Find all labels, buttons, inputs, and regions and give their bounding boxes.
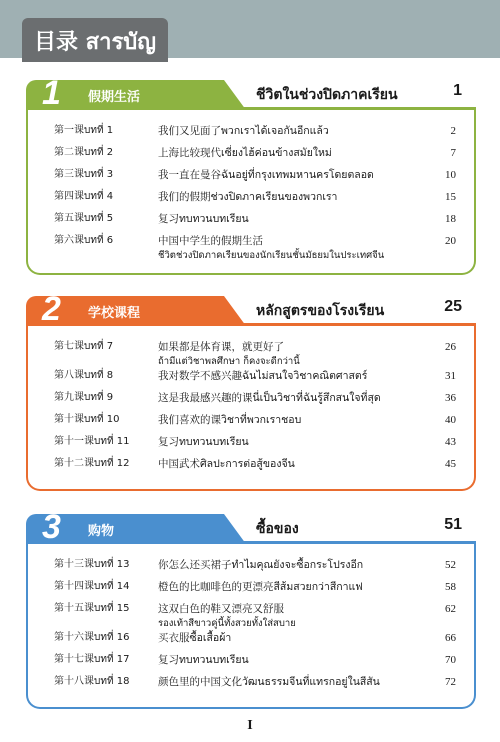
lesson-label: 第十课บทที่ 10 bbox=[54, 414, 120, 425]
lesson-page: 2 bbox=[450, 125, 456, 137]
lesson-page: 52 bbox=[445, 559, 456, 571]
lesson-row[interactable] bbox=[54, 340, 456, 369]
lesson-row[interactable] bbox=[54, 457, 456, 479]
lesson-title: 复习ทบทวนบทเรียน bbox=[158, 654, 249, 666]
lesson-label: 第十八课บทที่ 18 bbox=[54, 676, 130, 687]
lesson-title: 上海比较现代เซี่ยงไฮ้ค่อนข้างสมัยใหม่ bbox=[158, 147, 332, 159]
lesson-row[interactable] bbox=[54, 435, 456, 457]
lesson-page: 45 bbox=[445, 458, 456, 470]
lesson-label: 第五课บทที่ 5 bbox=[54, 213, 114, 224]
unit-number: 3 bbox=[42, 508, 61, 546]
lesson-row[interactable] bbox=[54, 675, 456, 697]
lesson-title: 颜色里的中国文化วัฒนธรรมจีนที่แทรกอยู่ในสีสัน bbox=[158, 676, 380, 688]
lesson-list-3 bbox=[26, 544, 476, 709]
lesson-page: 36 bbox=[445, 392, 456, 404]
lesson-label: 第十七课บทที่ 17 bbox=[54, 654, 130, 665]
unit-header-3 bbox=[26, 508, 476, 546]
lesson-row[interactable] bbox=[54, 602, 456, 631]
lesson-row[interactable] bbox=[54, 653, 456, 675]
unit-title-cn: 学校课程 bbox=[88, 306, 141, 321]
lesson-page: 18 bbox=[445, 213, 456, 225]
lesson-label: 第十三课บทที่ 13 bbox=[54, 559, 130, 570]
lesson-row[interactable] bbox=[54, 631, 456, 653]
lesson-row[interactable] bbox=[54, 580, 456, 602]
lesson-label: 第十二课บทที่ 12 bbox=[54, 458, 130, 469]
lesson-title: 买衣服ซื้อเสื้อผ้า bbox=[158, 632, 232, 644]
lesson-subtitle: รองเท้าสีขาวคู่นี้ทั้งสวยทั้งใส่สบาย bbox=[158, 618, 296, 629]
lesson-label: 第十五课บทที่ 15 bbox=[54, 603, 130, 614]
lesson-title: 我对数学不感兴趣ฉันไม่สนใจวิชาคณิตศาสตร์ bbox=[158, 370, 368, 382]
lesson-row[interactable] bbox=[54, 558, 456, 580]
lesson-label: 第十一课บทที่ 11 bbox=[54, 436, 130, 447]
unit-header-1 bbox=[26, 74, 476, 112]
lesson-label: 第十六课บทที่ 16 bbox=[54, 632, 130, 643]
unit-title-cn: 购物 bbox=[88, 524, 115, 539]
unit-title-th[interactable]: ชีวิตในช่วงปิดภาคเรียน bbox=[256, 87, 398, 103]
unit-title-th[interactable]: หลักสูตรของโรงเรียน bbox=[256, 303, 385, 319]
lesson-row[interactable] bbox=[54, 124, 456, 146]
lesson-label: 第四课บทที่ 4 bbox=[54, 191, 114, 202]
lesson-title: 这双白色的鞋又漂亮又舒服 bbox=[158, 603, 284, 615]
lesson-page: 31 bbox=[445, 370, 456, 382]
page-number: I bbox=[247, 718, 253, 733]
unit-section-1 bbox=[26, 74, 476, 275]
lesson-subtitle: ชีวิตช่วงปิดภาคเรียนของนักเรียนชั้นมัธยมในประเทศจีน bbox=[158, 250, 385, 261]
lesson-page: 7 bbox=[450, 147, 456, 159]
lesson-list-1 bbox=[26, 110, 476, 275]
lesson-label: 第十四课บทที่ 14 bbox=[54, 581, 130, 592]
lesson-row[interactable] bbox=[54, 391, 456, 413]
lesson-title: 如果都是体育课，就更好了 bbox=[158, 341, 284, 353]
unit-section-3 bbox=[26, 508, 476, 709]
lesson-page: 40 bbox=[445, 414, 456, 426]
unit-number: 1 bbox=[42, 74, 61, 112]
lesson-page: 20 bbox=[445, 235, 456, 247]
lesson-title: 我们喜欢的课วิชาที่พวกเราชอบ bbox=[158, 414, 302, 426]
lesson-title: 我们的假期ช่วงปิดภาคเรียนของพวกเรา bbox=[158, 191, 338, 203]
lesson-list-2 bbox=[26, 326, 476, 491]
lesson-page: 43 bbox=[445, 436, 456, 448]
lesson-title: 你怎么还买裙子ทำไมคุณยังจะซื้อกระโปรงอีก bbox=[158, 559, 364, 571]
unit-page: 1 bbox=[453, 82, 462, 99]
lesson-page: 10 bbox=[445, 169, 456, 181]
unit-section-2 bbox=[26, 290, 476, 491]
lesson-label: 第七课บทที่ 7 bbox=[54, 341, 114, 352]
lesson-row[interactable] bbox=[54, 369, 456, 391]
lesson-title: 中国中学生的假期生活 bbox=[158, 235, 263, 247]
lesson-row[interactable] bbox=[54, 234, 456, 263]
lesson-page: 66 bbox=[445, 632, 456, 644]
lesson-title: 我一直在曼谷ฉันอยู่ที่กรุงเทพมหานครโดยตลอด bbox=[158, 169, 374, 181]
unit-title-th[interactable]: ซื้อของ bbox=[256, 521, 299, 537]
page-title: 目录 สารบัญ bbox=[34, 30, 156, 55]
unit-title-cn: 假期生活 bbox=[88, 90, 141, 105]
lesson-title: 这是我最感兴趣的课นี่เป็นวิชาที่ฉันรู้สึกสนใจที่สุด bbox=[158, 392, 381, 404]
unit-page: 25 bbox=[444, 298, 462, 315]
lesson-row[interactable] bbox=[54, 212, 456, 234]
unit-page: 51 bbox=[444, 516, 462, 533]
lesson-page: 15 bbox=[445, 191, 456, 203]
lesson-label: 第九课บทที่ 9 bbox=[54, 392, 114, 403]
lesson-row[interactable] bbox=[54, 413, 456, 435]
lesson-title: 复习ทบทวนบทเรียน bbox=[158, 436, 249, 448]
lesson-subtitle: ถ้ามีแต่วิชาพลศึกษา ก็คงจะดีกว่านี้ bbox=[158, 356, 300, 367]
lesson-label: 第八课บทที่ 8 bbox=[54, 370, 114, 381]
lesson-label: 第一课บทที่ 1 bbox=[54, 125, 114, 136]
lesson-page: 26 bbox=[445, 341, 456, 353]
lesson-label: 第六课บทที่ 6 bbox=[54, 235, 114, 246]
lesson-title: 复习ทบทวนบทเรียน bbox=[158, 213, 249, 225]
lesson-page: 70 bbox=[445, 654, 456, 666]
lesson-label: 第三课บทที่ 3 bbox=[54, 169, 114, 180]
unit-header-2 bbox=[26, 290, 476, 328]
lesson-label: 第二课บทที่ 2 bbox=[54, 147, 114, 158]
lesson-row[interactable] bbox=[54, 168, 456, 190]
lesson-title: 中国武术ศิลปะการต่อสู้ของจีน bbox=[158, 458, 295, 470]
lesson-page: 58 bbox=[445, 581, 456, 593]
lesson-row[interactable] bbox=[54, 146, 456, 168]
lesson-page: 62 bbox=[445, 603, 456, 615]
lesson-title: 橙色的比咖啡色的更漂亮สีส้มสวยกว่าสีกาแฟ bbox=[158, 581, 363, 593]
lesson-page: 72 bbox=[445, 676, 456, 688]
lesson-row[interactable] bbox=[54, 190, 456, 212]
unit-number: 2 bbox=[42, 290, 61, 328]
lesson-title: 我们又见面了พวกเราได้เจอกันอีกแล้ว bbox=[158, 125, 329, 137]
